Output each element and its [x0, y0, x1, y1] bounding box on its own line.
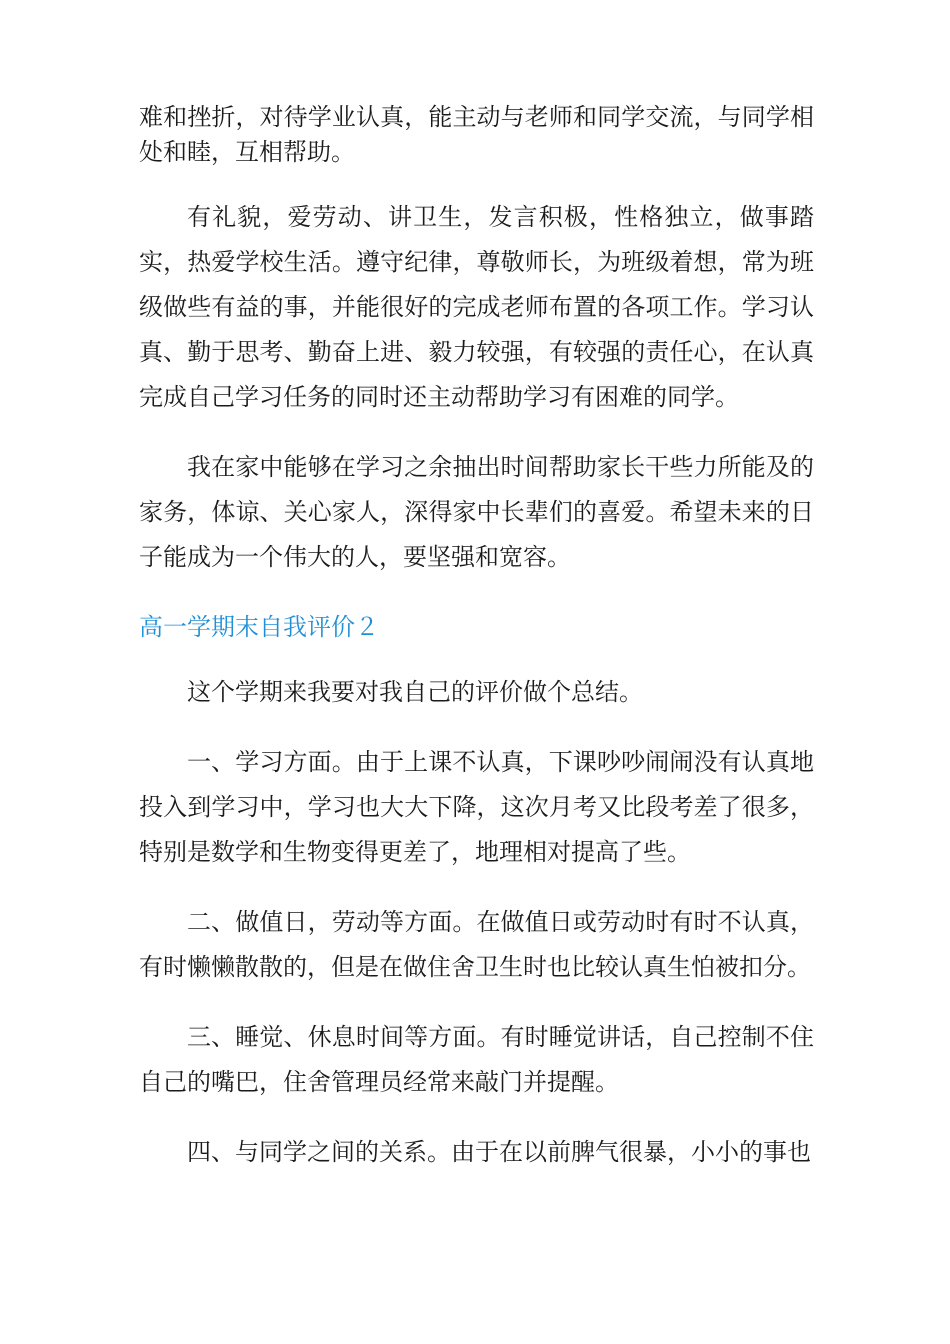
paragraph-conduct: 有礼貌，爱劳动、讲卫生，发言积极，性格独立，做事踏实，热爱学校生活。遵守纪律，尊敬师长，为班级着想，常为班级做些有益的事，并能很好的完成老师布置的各项工作。学习认真、勤于思考、勤奋上进、毅力较强，有较强的责任心，在认真完成自己学习任务的同时还主动帮助学习有困难的同学。	[139, 203, 814, 411]
paragraph-sleep: 三、睡觉、休息时间等方面。有时睡觉讲话，自己控制不住自己的嘴巴，住舍管理员经常来敲门并提醒。	[139, 1023, 814, 1096]
paragraph-intro: 这个学期来我要对我自己的评价做个总结。	[187, 678, 643, 706]
paragraph-classmates: 四、与同学之间的关系。由于在以前脾气很暴，小小的事也	[187, 1138, 811, 1166]
section-heading: 高一学期末自我评价２	[139, 613, 379, 641]
paragraph-home: 我在家中能够在学习之余抽出时间帮助家长干些力所能及的家务，体谅、关心家人，深得家中长辈们的喜爱。希望未来的日子能成为一个伟大的人，要坚强和宽容。	[139, 453, 814, 571]
paragraph-study: 一、学习方面。由于上课不认真，下课吵吵闹闹没有认真地投入到学习中，学习也大大下降，这次月考又比段考差了很多，特别是数学和生物变得更差了，地理相对提高了些。	[139, 748, 814, 866]
document-body	[139, 100, 814, 1200]
paragraph-duty: 二、做值日，劳动等方面。在做值日或劳动时有时不认真，有时懒懒散散的，但是在做住舍卫生时也比较认真生怕被扣分。	[139, 908, 814, 981]
paragraph-continuation: 难和挫折，对待学业认真，能主动与老师和同学交流，与同学相处和睦，互相帮助。	[139, 103, 814, 166]
